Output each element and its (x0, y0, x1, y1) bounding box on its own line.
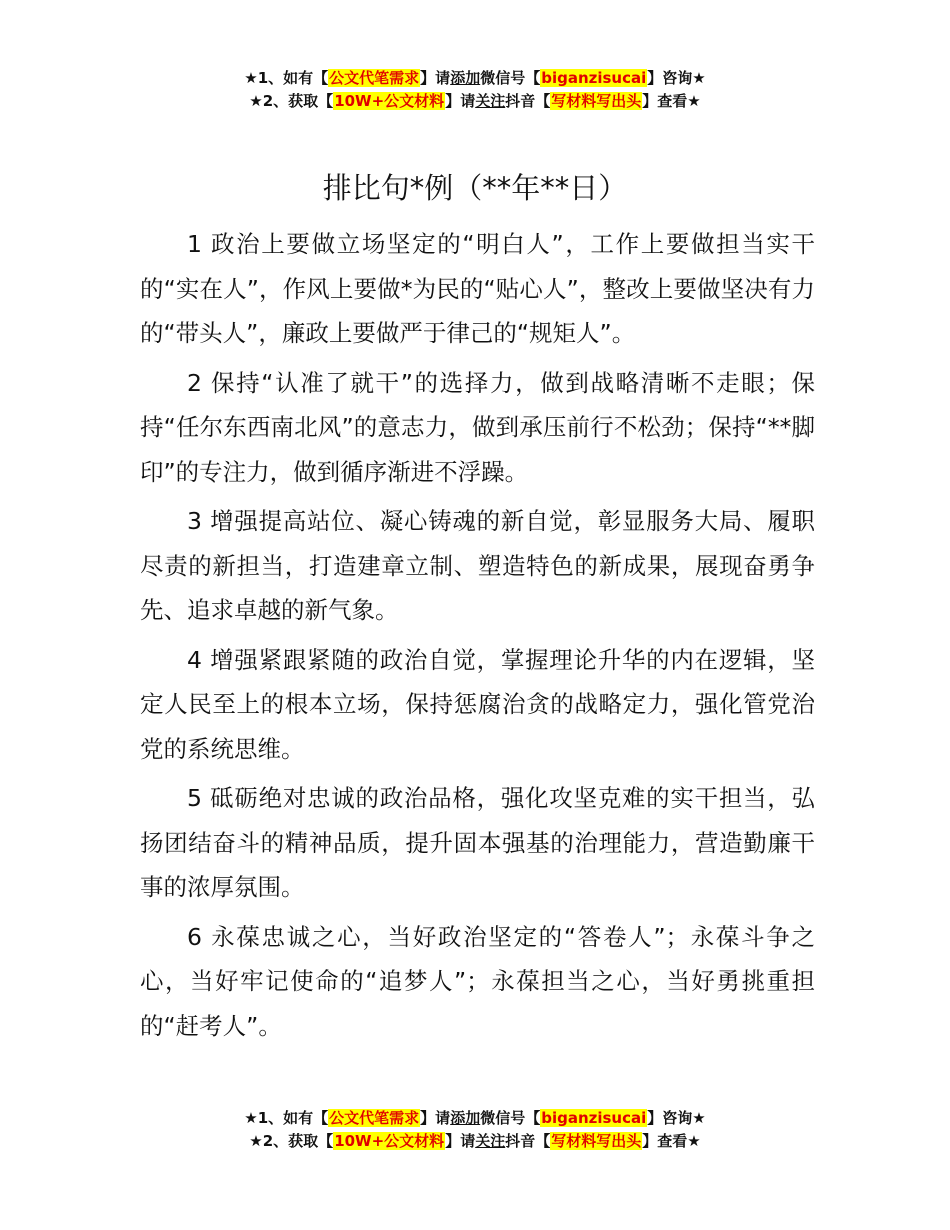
banner-text: ★2、获取【 (249, 92, 334, 110)
banner-text: 】请 (420, 1109, 451, 1127)
banner-highlight: 10W+公文材料 (334, 1132, 445, 1150)
banner-text: 】请 (445, 92, 476, 110)
banner-underlined-text: 添加 (450, 69, 481, 87)
banner-underlined-text: 关注 (475, 1132, 506, 1150)
footer-banner (0, 1107, 950, 1153)
banner-highlight: biganzisucai (541, 1109, 647, 1127)
paragraph-6: 6 永葆忠诚之心，当好政治坚定的“答卷人”；永葆斗争之心，当好牢记使命的“追梦人”；永葆担当之心，当好勇挑重担的“赶考人”。 (140, 922, 815, 1040)
banner-text: 】请 (420, 69, 451, 87)
banner-text: 抖音【 (505, 92, 551, 110)
banner-line-1 (0, 1107, 950, 1130)
banner-text: 】请 (445, 1132, 476, 1150)
banner-highlight: 写材料写出头 (551, 92, 642, 110)
banner-underlined-text: 关注 (475, 92, 506, 110)
banner-text: ★1、如有【 (244, 69, 329, 87)
banner-text: 微信号【 (480, 1109, 541, 1127)
banner-underlined-text: 添加 (450, 1109, 481, 1127)
banner-text: 】查看★ (642, 92, 701, 110)
banner-line-1 (0, 67, 950, 90)
page-title: 排比句*例（**年**日） (322, 171, 628, 205)
paragraph-1: 1 政治上要做立场坚定的“明白人”，工作上要做担当实干的“实在人”，作风上要做*为民的“贴心人”，整改上要做坚决有力的“带头人”，廉政上要做严于律己的“规矩人”。 (140, 230, 815, 347)
paragraph-5: 5 砥砺绝对忠诚的政治品格，强化攻坚克难的实干担当，弘扬团结奋斗的精神品质，提升固本强基的治理能力，营造勤廉干事的浓厚氛围。 (140, 784, 815, 901)
banner-highlight: 写材料写出头 (551, 1132, 642, 1150)
header-banner (0, 67, 950, 113)
document-body (140, 222, 815, 1053)
paragraph-2: 2 保持“认准了就干”的选择力，做到战略清晰不走眼；保持“任尔东西南北风”的意志力，做到承压前行不松劲；保持“**脚印”的专注力，做到循序渐进不浮躁。 (140, 368, 815, 486)
banner-line-2 (0, 90, 950, 113)
banner-text: 】咨询★ (647, 69, 706, 87)
banner-highlight: 公文代笔需求 (329, 69, 420, 87)
banner-highlight: 10W+公文材料 (334, 92, 445, 110)
banner-text: 】查看★ (642, 1132, 701, 1150)
banner-text: ★1、如有【 (244, 1109, 329, 1127)
banner-text: ★2、获取【 (249, 1132, 334, 1150)
banner-highlight: 公文代笔需求 (329, 1109, 420, 1127)
banner-highlight: biganzisucai (541, 69, 647, 87)
banner-text: 】咨询★ (647, 1109, 706, 1127)
banner-text: 微信号【 (480, 69, 541, 87)
banner-line-2 (0, 1130, 950, 1153)
paragraph-4: 4 增强紧跟紧随的政治自觉，掌握理论升华的内在逻辑，坚定人民至上的根本立场，保持惩腐治贪的战略定力，强化管党治党的系统思维。 (140, 645, 815, 763)
banner-text: 抖音【 (505, 1132, 551, 1150)
paragraph-3: 3 增强提高站位、凝心铸魂的新自觉，彰显服务大局、履职尽责的新担当，打造建章立制、塑造特色的新成果，展现奋勇争先、追求卓越的新气象。 (140, 507, 815, 624)
